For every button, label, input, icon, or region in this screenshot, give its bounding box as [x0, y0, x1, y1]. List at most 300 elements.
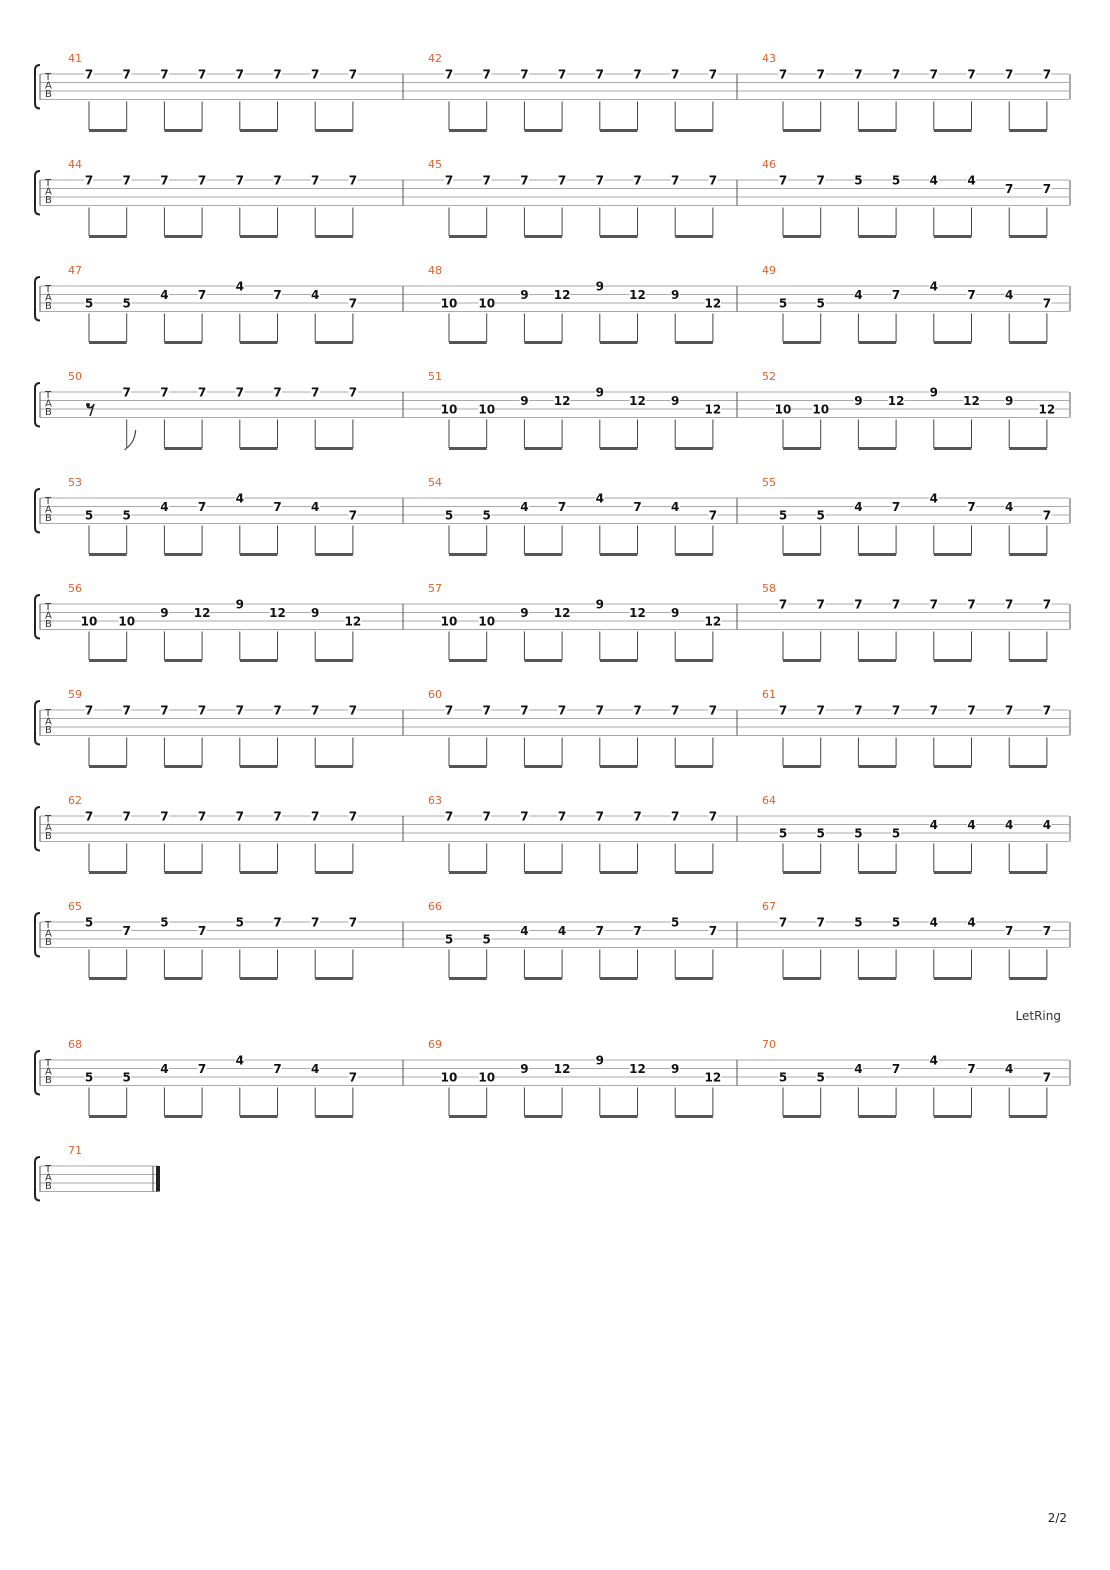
- tab-clef-letter: A: [45, 504, 52, 516]
- fret-number: 4: [967, 173, 976, 188]
- fret-number: 7: [311, 385, 320, 400]
- fret-number: 7: [273, 385, 282, 400]
- fret-number: 12: [887, 394, 905, 408]
- fret-number: 12: [553, 394, 571, 408]
- measure-number: 71: [68, 1144, 82, 1157]
- note-beam: [240, 659, 278, 662]
- note-beam: [934, 129, 972, 132]
- note-beam: [89, 1115, 127, 1118]
- note-beam: [934, 447, 972, 450]
- fret-number: 7: [557, 703, 567, 718]
- fret-number: 7: [633, 703, 642, 718]
- staff-bracket: [35, 807, 40, 851]
- tab-clef-letter: B: [45, 407, 52, 418]
- fret-number: 7: [633, 500, 642, 514]
- fret-number: 9: [520, 394, 529, 408]
- note-beam: [600, 977, 638, 980]
- fret-number: 7: [348, 173, 358, 188]
- fret-number: 7: [967, 500, 976, 514]
- tab-clef-letter: T: [45, 1164, 52, 1175]
- tab-clef-letter: T: [45, 708, 52, 719]
- staff-bracket: [35, 701, 40, 745]
- tab-clef-letter: A: [45, 186, 52, 198]
- fret-number: 5: [778, 508, 788, 523]
- note-beam: [1009, 447, 1047, 450]
- fret-number: 7: [967, 703, 976, 718]
- note-beam: [449, 447, 487, 450]
- note-beam: [934, 659, 972, 662]
- fret-number: 7: [708, 173, 718, 188]
- fret-number: 7: [633, 67, 642, 82]
- fret-number: 4: [929, 818, 938, 832]
- fret-number: 7: [197, 385, 207, 400]
- note-beam: [1009, 765, 1047, 768]
- note-beam: [934, 553, 972, 556]
- fret-number: 7: [122, 809, 131, 824]
- fret-number: 7: [160, 173, 169, 188]
- fret-number: 5: [816, 1070, 825, 1085]
- fret-number: 7: [311, 703, 320, 718]
- fret-number: 4: [929, 491, 938, 506]
- staff-bracket: [35, 595, 40, 639]
- fret-number: 10: [440, 1070, 458, 1085]
- fret-number: 9: [671, 1062, 680, 1076]
- fret-number: 7: [967, 67, 976, 82]
- staff-bracket: [35, 1051, 40, 1095]
- note-beam: [89, 129, 127, 132]
- fret-number: 7: [482, 809, 491, 824]
- note-beam: [858, 765, 896, 768]
- fret-number: 7: [778, 703, 788, 718]
- note-beam: [164, 871, 202, 874]
- fret-number: 7: [557, 809, 567, 824]
- note-beam: [89, 659, 127, 662]
- fret-number: 12: [704, 296, 722, 311]
- fret-number: 7: [708, 703, 718, 718]
- fret-number: 10: [478, 614, 496, 629]
- fret-number: 7: [197, 500, 207, 514]
- fret-number: 7: [671, 173, 680, 188]
- fret-number: 9: [671, 394, 680, 408]
- fret-number: 7: [273, 809, 282, 824]
- measure-number: 57: [428, 582, 442, 595]
- note-beam: [524, 447, 562, 450]
- fret-number: 7: [273, 703, 282, 718]
- note-beam: [240, 871, 278, 874]
- fret-number: 5: [482, 932, 491, 947]
- measure-number: 41: [68, 52, 82, 65]
- measure-number: 45: [428, 158, 442, 171]
- fret-number: 7: [1042, 703, 1052, 718]
- fret-number: 7: [595, 924, 604, 938]
- fret-number: 7: [348, 508, 358, 523]
- fret-number: 5: [482, 508, 491, 523]
- fret-number: 7: [197, 67, 207, 82]
- fret-number: 10: [478, 296, 496, 311]
- fret-number: 7: [160, 809, 169, 824]
- fret-number: 9: [595, 1053, 604, 1068]
- fret-number: 7: [348, 703, 358, 718]
- tab-clef-letter: A: [45, 928, 52, 940]
- note-beam: [315, 235, 353, 238]
- note-beam: [783, 341, 821, 344]
- fret-number: 7: [122, 924, 131, 938]
- note-beam: [164, 129, 202, 132]
- fret-number: 7: [348, 385, 358, 400]
- fret-number: 7: [444, 173, 454, 188]
- tab-clef-letter: T: [45, 496, 52, 507]
- note-beam: [1009, 129, 1047, 132]
- measure-number: 49: [762, 264, 776, 277]
- tab-clef-letter: T: [45, 72, 52, 83]
- note-beam: [858, 1115, 896, 1118]
- fret-number: 7: [891, 67, 901, 82]
- fret-number: 7: [1042, 1070, 1052, 1085]
- tab-clef-letter: T: [45, 920, 52, 931]
- fret-number: 7: [348, 915, 358, 930]
- fret-number: 4: [967, 818, 976, 832]
- staff-bracket: [35, 1157, 40, 1201]
- fret-number: 7: [273, 288, 282, 302]
- fret-number: 4: [520, 500, 529, 514]
- fret-number: 5: [235, 915, 244, 930]
- note-flag: [127, 430, 136, 448]
- measure-number: 44: [68, 158, 82, 171]
- fret-number: 7: [557, 500, 567, 514]
- fret-number: 7: [122, 703, 131, 718]
- fret-number: 7: [595, 703, 604, 718]
- fret-number: 5: [671, 915, 680, 930]
- staff-bracket: [35, 383, 40, 427]
- fret-number: 7: [520, 703, 529, 718]
- fret-number: 7: [197, 288, 207, 302]
- fret-number: 5: [122, 1070, 131, 1085]
- measure-number: 68: [68, 1038, 82, 1051]
- fret-number: 7: [929, 597, 938, 612]
- note-beam: [524, 341, 562, 344]
- note-beam: [858, 341, 896, 344]
- page-number: 2/2: [1047, 1511, 1067, 1525]
- fret-number: 7: [891, 1062, 901, 1076]
- fret-number: 12: [629, 394, 646, 408]
- fret-number: 7: [482, 173, 491, 188]
- fret-number: 7: [84, 703, 94, 718]
- tab-clef-letter: T: [45, 1058, 52, 1069]
- fret-number: 7: [197, 924, 207, 938]
- note-beam: [858, 977, 896, 980]
- fret-number: 7: [671, 809, 680, 824]
- measure-number: 48: [428, 264, 442, 277]
- fret-number: 7: [235, 67, 244, 82]
- fret-number: 7: [816, 703, 825, 718]
- fret-number: 7: [708, 809, 718, 824]
- note-beam: [449, 977, 487, 980]
- fret-number: 7: [967, 597, 976, 612]
- fret-number: 5: [444, 932, 454, 947]
- note-beam: [524, 659, 562, 662]
- fret-number: 7: [595, 67, 604, 82]
- note-beam: [315, 765, 353, 768]
- fret-number: 7: [778, 915, 788, 930]
- fret-number: 9: [595, 279, 604, 294]
- note-beam: [524, 553, 562, 556]
- fret-number: 12: [553, 1062, 571, 1076]
- fret-number: 9: [520, 1062, 529, 1076]
- fret-number: 4: [854, 288, 863, 302]
- fret-number: 4: [854, 500, 863, 514]
- note-beam: [783, 659, 821, 662]
- note-beam: [1009, 341, 1047, 344]
- fret-number: 5: [84, 296, 94, 311]
- fret-number: 7: [1005, 67, 1014, 82]
- note-beam: [675, 871, 713, 874]
- fret-number: 7: [1042, 597, 1052, 612]
- note-beam: [164, 553, 202, 556]
- note-beam: [240, 977, 278, 980]
- tab-clef-letter: B: [45, 937, 52, 948]
- fret-number: 4: [1005, 500, 1014, 514]
- note-beam: [164, 765, 202, 768]
- note-beam: [524, 1115, 562, 1118]
- fret-number: 10: [440, 402, 458, 417]
- note-beam: [449, 659, 487, 662]
- note-beam: [675, 977, 713, 980]
- fret-number: 4: [160, 1062, 169, 1076]
- fret-number: 4: [1005, 1062, 1014, 1076]
- note-beam: [524, 871, 562, 874]
- fret-number: 7: [348, 809, 358, 824]
- measure-number: 58: [762, 582, 776, 595]
- fret-number: 7: [1042, 67, 1052, 82]
- fret-number: 7: [929, 67, 938, 82]
- note-beam: [164, 659, 202, 662]
- note-beam: [315, 341, 353, 344]
- fret-number: 7: [1005, 182, 1014, 196]
- fret-number: 9: [671, 606, 680, 620]
- fret-number: 4: [854, 1062, 863, 1076]
- fret-number: 7: [273, 1062, 282, 1076]
- fret-number: 7: [1005, 924, 1014, 938]
- note-beam: [1009, 553, 1047, 556]
- fret-number: 4: [311, 1062, 320, 1076]
- fret-number: 7: [778, 173, 788, 188]
- fret-number: 7: [854, 703, 863, 718]
- fret-number: 7: [348, 296, 358, 311]
- fret-number: 7: [1042, 508, 1052, 523]
- tab-clef-letter: B: [45, 831, 52, 842]
- note-beam: [315, 447, 353, 450]
- fret-number: 7: [891, 288, 901, 302]
- note-beam: [675, 1115, 713, 1118]
- fret-number: 12: [193, 606, 211, 620]
- fret-number: 7: [160, 385, 169, 400]
- note-beam: [524, 235, 562, 238]
- let-ring-annotation: LetRing: [1015, 1009, 1061, 1023]
- fret-number: 7: [816, 173, 825, 188]
- tab-clef-letter: A: [45, 1172, 52, 1184]
- measure-number: 51: [428, 370, 442, 383]
- fret-number: 4: [929, 1053, 938, 1068]
- note-beam: [783, 447, 821, 450]
- note-beam: [858, 235, 896, 238]
- note-beam: [315, 129, 353, 132]
- measure-number: 43: [762, 52, 776, 65]
- fret-number: 7: [235, 703, 244, 718]
- fret-number: 7: [557, 67, 567, 82]
- note-beam: [858, 553, 896, 556]
- fret-number: 7: [444, 703, 454, 718]
- tab-clef-letter: B: [45, 89, 52, 100]
- note-beam: [240, 553, 278, 556]
- fret-number: 7: [778, 597, 788, 612]
- fret-number: 9: [595, 385, 604, 400]
- note-beam: [1009, 659, 1047, 662]
- final-barline-thick: [156, 1166, 160, 1192]
- tab-clef-letter: A: [45, 1066, 52, 1078]
- fret-number: 7: [708, 924, 718, 938]
- fret-number: 5: [778, 1070, 788, 1085]
- fret-number: 12: [629, 288, 646, 302]
- fret-number: 4: [235, 279, 244, 294]
- measure-number: 56: [68, 582, 82, 595]
- fret-number: 7: [122, 67, 131, 82]
- fret-number: 5: [891, 173, 901, 188]
- fret-number: 7: [197, 703, 207, 718]
- fret-number: 7: [122, 385, 131, 400]
- note-beam: [449, 871, 487, 874]
- note-flag: [125, 448, 127, 450]
- fret-number: 7: [444, 809, 454, 824]
- fret-number: 7: [1042, 182, 1052, 196]
- measure-number: 61: [762, 688, 776, 701]
- fret-number: 7: [891, 500, 901, 514]
- measure-number: 52: [762, 370, 776, 383]
- fret-number: 4: [311, 500, 320, 514]
- note-beam: [164, 341, 202, 344]
- measure-number: 67: [762, 900, 776, 913]
- fret-number: 5: [816, 826, 825, 841]
- fret-number: 4: [967, 915, 976, 930]
- note-beam: [315, 553, 353, 556]
- fret-number: 7: [520, 809, 529, 824]
- note-beam: [600, 447, 638, 450]
- measure-number: 50: [68, 370, 82, 383]
- note-beam: [934, 871, 972, 874]
- note-beam: [1009, 235, 1047, 238]
- tab-clef-letter: T: [45, 284, 52, 295]
- fret-number: 7: [633, 173, 642, 188]
- note-beam: [675, 341, 713, 344]
- tab-clef-letter: B: [45, 301, 52, 312]
- note-beam: [600, 1115, 638, 1118]
- note-beam: [524, 129, 562, 132]
- note-beam: [934, 235, 972, 238]
- note-beam: [1009, 871, 1047, 874]
- note-beam: [783, 235, 821, 238]
- note-beam: [600, 341, 638, 344]
- fret-number: 7: [1005, 703, 1014, 718]
- note-beam: [675, 129, 713, 132]
- note-beam: [783, 977, 821, 980]
- note-beam: [449, 129, 487, 132]
- measure-number: 55: [762, 476, 776, 489]
- fret-number: 7: [967, 1062, 976, 1076]
- note-beam: [934, 977, 972, 980]
- fret-number: 7: [235, 809, 244, 824]
- fret-number: 7: [816, 915, 825, 930]
- note-beam: [240, 129, 278, 132]
- fret-number: 4: [929, 915, 938, 930]
- staff-bracket: [35, 277, 40, 321]
- fret-number: 12: [269, 606, 286, 620]
- note-beam: [89, 977, 127, 980]
- fret-number: 7: [708, 67, 718, 82]
- fret-number: 10: [812, 402, 830, 417]
- note-beam: [675, 765, 713, 768]
- fret-number: 7: [1042, 924, 1052, 938]
- measure-number: 46: [762, 158, 776, 171]
- measure-number: 64: [762, 794, 776, 807]
- fret-number: 9: [311, 606, 320, 620]
- tab-clef-letter: T: [45, 178, 52, 189]
- fret-number: 4: [1005, 818, 1014, 832]
- fret-number: 7: [348, 67, 358, 82]
- fret-number: 7: [633, 809, 642, 824]
- fret-number: 5: [84, 915, 94, 930]
- fret-number: 4: [235, 491, 244, 506]
- fret-number: 7: [273, 500, 282, 514]
- fret-number: 5: [816, 296, 825, 311]
- fret-number: 9: [1005, 394, 1014, 408]
- fret-number: 7: [273, 67, 282, 82]
- note-beam: [1009, 1115, 1047, 1118]
- note-beam: [449, 765, 487, 768]
- measure-number: 70: [762, 1038, 776, 1051]
- note-beam: [89, 871, 127, 874]
- note-beam: [315, 659, 353, 662]
- note-beam: [783, 129, 821, 132]
- note-beam: [600, 659, 638, 662]
- fret-number: 12: [704, 402, 722, 417]
- note-beam: [315, 977, 353, 980]
- fret-number: 7: [557, 173, 567, 188]
- note-beam: [675, 553, 713, 556]
- tab-clef-letter: A: [45, 292, 52, 304]
- fret-number: 7: [311, 67, 320, 82]
- note-beam: [1009, 977, 1047, 980]
- fret-number: 4: [671, 500, 680, 514]
- fret-number: 5: [854, 915, 863, 930]
- note-beam: [858, 871, 896, 874]
- fret-number: 7: [84, 173, 94, 188]
- fret-number: 4: [929, 279, 938, 294]
- fret-number: 7: [708, 508, 718, 523]
- tab-clef-letter: T: [45, 390, 52, 401]
- fret-number: 4: [160, 288, 169, 302]
- fret-number: 7: [311, 173, 320, 188]
- fret-number: 7: [348, 1070, 358, 1085]
- fret-number: 4: [235, 1053, 244, 1068]
- tab-clef-letter: B: [45, 195, 52, 206]
- fret-number: 7: [929, 703, 938, 718]
- fret-number: 7: [482, 67, 491, 82]
- note-beam: [89, 235, 127, 238]
- staff-bracket: [35, 171, 40, 215]
- fret-number: 7: [197, 809, 207, 824]
- fret-number: 7: [967, 288, 976, 302]
- fret-number: 10: [440, 296, 458, 311]
- note-beam: [449, 235, 487, 238]
